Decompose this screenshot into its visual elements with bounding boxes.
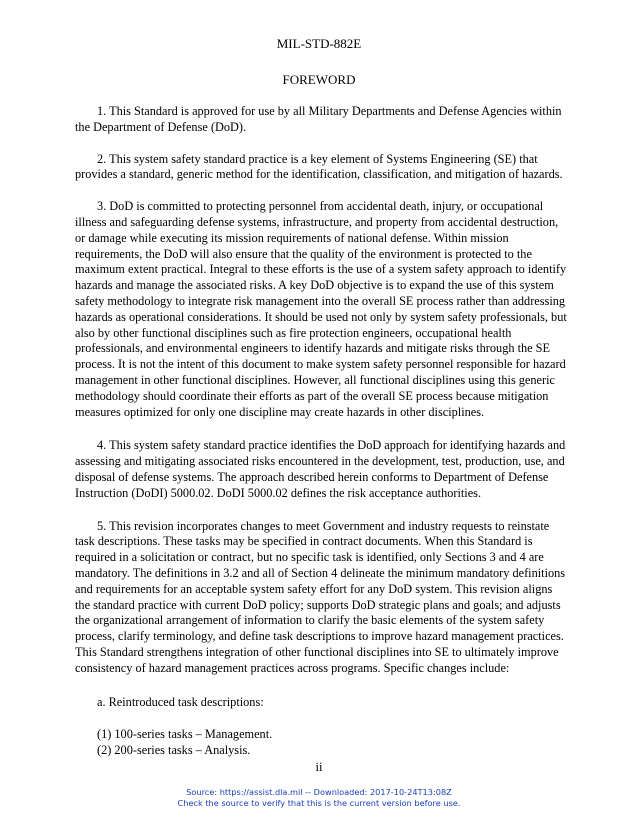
- paragraph-1: 1. This Standard is approved for use by all Military Departments and Defense Agencies within the Department of Defense (DoD).: [75, 104, 562, 134]
- sub-item-a: a. Reintroduced task descriptions:: [97, 694, 264, 709]
- paragraph-2: 2. This system safety standard practice is a key element of Systems Engineering (SE) that provides a standard, generic method for the identification, classification, and mitigation of hazards.: [75, 151, 563, 182]
- section-title: FOREWORD: [282, 72, 356, 87]
- list-item: (1) 100-series tasks – Management.: [97, 727, 273, 742]
- list-item: (2) 200-series tasks – Analysis.: [97, 743, 251, 758]
- source-footer: [0, 787, 638, 809]
- paragraph-3: 3. DoD is committed to protecting personnel from accidental death, injury, or occupational illness and safeguarding defense systems, infrastructure, and property from accidental destruction, or damage while executing its mission requirements of national defense. Within mission requirements, the DoD will also ensure that the quality of the environment is protected to the maximum extent practical. Integral to these efforts is the use of a system safety approach to identify hazards and manage the associated risks. A key DoD objective is to expand the use of this system safety methodology to integrate risk management into the overall SE process rather than addressing hazards as operational considerations. It should be used not only by system safety professionals, but also by other functional disciplines such as fire protection engineers, occupational health professionals, and environmental engineers to identify hazards and mitigate risks through the SE process. It is not the intent of this document to make system safety personnel responsible for hazard management in other functional disciplines. However, all functional disciplines using this generic methodology should coordinate their efforts as part of the overall SE process because mitigation measures optimized for only one discipline may create hazards in other disciplines.: [75, 199, 567, 419]
- paragraph-4: 4. This system safety standard practice identifies the DoD approach for identifying hazards and assessing and mitigating associated risks encountered in the development, test, production, use, and disposal of defense systems. The approach described herein conforms to Department of Defense Instruction (DoDI) 5000.02. DoDI 5000.02 defines the risk acceptance authorities.: [75, 438, 566, 500]
- document-header: MIL-STD-882E: [276, 36, 362, 51]
- footer-verify-line: Check the source to verify that this is the current version before use.: [177, 798, 461, 808]
- paragraph-5: 5. This revision incorporates changes to meet Government and industry requests to reinstate task descriptions. These tasks may be specified in contract documents. When this Standard is required in a solicitation or contract, but no specific task is identified, only Sections 3 and 4 are mandatory. The definitions in 3.2 and all of Section 4 delineate the minimum mandatory definitions and requirements for an acceptable system safety effort for any DoD system. This revision aligns the standard practice with current DoD policy; supports DoD strategic plans and goals; and adjusts the organizational arrangement of information to clarify the basic elements of the system safety process, clarify terminology, and define task descriptions to improve hazard management practices. This Standard strengthens integration of other functional disciplines into SE to ultimately improve consistency of hazard management practices across programs. Specific changes include:: [75, 518, 566, 675]
- footer-source-line: Source: https://assist.dla.mil -- Downloaded: 2017-10-24T13:08Z: [186, 787, 452, 797]
- document-body: [75, 104, 567, 758]
- page-number: ii: [315, 760, 323, 774]
